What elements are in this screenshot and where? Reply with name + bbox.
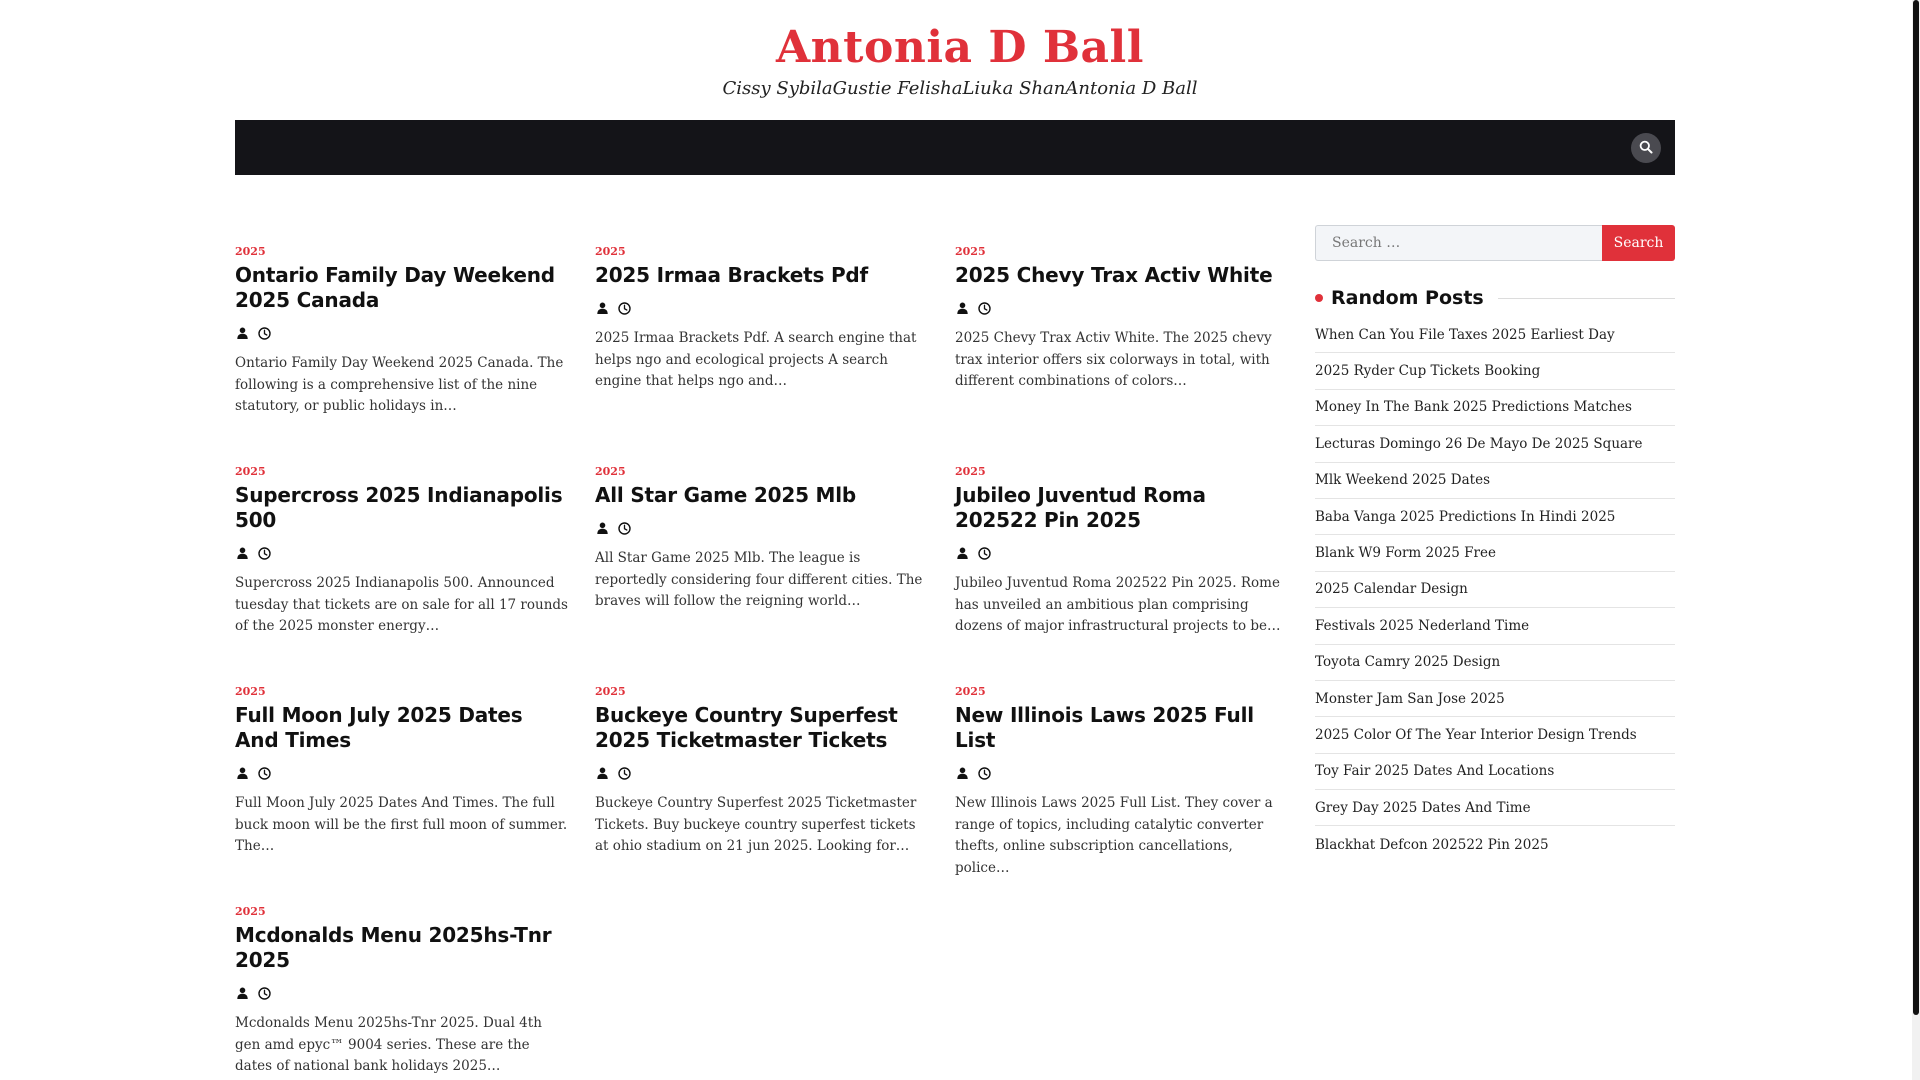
post-excerpt: Jubileo Juventud Roma 202522 Pin 2025. Rome has unveiled an ambitious plan comprising dozens of major infrastructural projects to be… — [955, 575, 1281, 634]
list-item — [1315, 426, 1675, 462]
random-posts-list — [1315, 317, 1675, 863]
clock-icon[interactable] — [977, 546, 991, 560]
list-item — [1315, 681, 1675, 717]
clock-icon[interactable] — [617, 766, 631, 780]
post-category[interactable]: 2025 — [595, 245, 626, 258]
random-posts-title: Random Posts — [1331, 287, 1484, 309]
random-post-link[interactable]: Money In The Bank 2025 Predictions Matches — [1315, 399, 1632, 416]
random-post-link[interactable]: Mlk Weekend 2025 Dates — [1315, 472, 1491, 489]
post-card — [955, 685, 1290, 879]
user-icon[interactable] — [955, 766, 969, 780]
clock-icon[interactable] — [257, 326, 271, 340]
random-post-link[interactable]: Baba Vanga 2025 Predictions In Hindi 2025 — [1315, 508, 1616, 525]
list-item — [1315, 826, 1675, 862]
post-excerpt: 2025 Chevy Trax Activ White. The 2025 chevy trax interior offers six colorways in total, with different combinations of colors… — [955, 330, 1272, 389]
post-meta — [235, 325, 570, 341]
post-meta — [235, 545, 570, 561]
post-card — [595, 465, 930, 613]
post-excerpt: Full Moon July 2025 Dates And Times. The full buck moon will be the first full moon of summer. The… — [235, 795, 568, 854]
clock-icon[interactable] — [977, 766, 991, 780]
post-category[interactable]: 2025 — [235, 685, 266, 698]
user-icon[interactable] — [235, 766, 249, 780]
post-title[interactable]: Supercross 2025 Indianapolis 500 — [235, 483, 563, 532]
post-title[interactable]: 2025 Chevy Trax Activ White — [955, 263, 1273, 287]
random-post-link[interactable]: Grey Day 2025 Dates And Time — [1315, 799, 1531, 816]
user-icon[interactable] — [595, 766, 609, 780]
post-excerpt: All Star Game 2025 Mlb. The league is reportedly considering four different cities. The braves will follow the reigning world… — [595, 550, 923, 609]
sidebar — [1315, 225, 1675, 863]
post-card — [235, 465, 570, 638]
scrollbar-thumb[interactable] — [1913, 0, 1919, 1015]
random-post-link[interactable]: Monster Jam San Jose 2025 — [1315, 690, 1505, 707]
user-icon[interactable] — [595, 521, 609, 535]
list-item — [1315, 754, 1675, 790]
post-meta — [235, 765, 570, 781]
site-title[interactable]: Antonia D Ball — [776, 22, 1144, 73]
list-item — [1315, 463, 1675, 499]
post-card — [235, 245, 570, 418]
list-item — [1315, 608, 1675, 644]
nav-search-button[interactable] — [1631, 133, 1661, 163]
user-icon[interactable] — [235, 326, 249, 340]
random-post-link[interactable]: Toyota Camry 2025 Design — [1315, 654, 1501, 671]
post-title[interactable]: 2025 Irmaa Brackets Pdf — [595, 263, 869, 287]
random-post-link[interactable]: 2025 Color Of The Year Interior Design Trends — [1315, 726, 1637, 743]
sidebar-search-form — [1315, 225, 1675, 261]
list-item — [1315, 535, 1675, 571]
post-title[interactable]: Full Moon July 2025 Dates And Times — [235, 703, 523, 752]
post-title[interactable]: Buckeye Country Superfest 2025 Ticketmaster Tickets — [595, 703, 898, 752]
post-card — [235, 685, 570, 858]
list-item — [1315, 717, 1675, 753]
clock-icon[interactable] — [257, 766, 271, 780]
list-item — [1315, 317, 1675, 353]
list-item — [1315, 790, 1675, 826]
post-card — [595, 685, 930, 858]
clock-icon[interactable] — [617, 301, 631, 315]
user-icon[interactable] — [955, 301, 969, 315]
post-category[interactable]: 2025 — [955, 685, 986, 698]
random-post-link[interactable]: 2025 Calendar Design — [1315, 581, 1468, 598]
random-post-link[interactable]: When Can You File Taxes 2025 Earliest Day — [1315, 326, 1615, 343]
user-icon[interactable] — [595, 301, 609, 315]
random-posts-heading — [1315, 285, 1675, 311]
random-post-link[interactable]: Toy Fair 2025 Dates And Locations — [1315, 763, 1555, 780]
search-input[interactable] — [1315, 225, 1602, 261]
post-excerpt: 2025 Irmaa Brackets Pdf. A search engine that helps ngo and ecological projects A search engine that helps ngo and… — [595, 330, 917, 389]
heading-divider — [1498, 298, 1675, 299]
random-post-link[interactable]: Blank W9 Form 2025 Free — [1315, 545, 1496, 562]
post-meta — [595, 300, 930, 316]
site-description: Cissy SybilaGustie FelishaLiuka ShanAntonia D Ball — [722, 78, 1198, 99]
clock-icon[interactable] — [617, 521, 631, 535]
post-category[interactable]: 2025 — [955, 245, 986, 258]
post-excerpt: Ontario Family Day Weekend 2025 Canada. The following is a comprehensive list of the nine statutory, or public holidays in… — [235, 355, 564, 414]
post-title[interactable]: Ontario Family Day Weekend 2025 Canada — [235, 263, 555, 312]
post-meta — [595, 765, 930, 781]
post-excerpt: Mcdonalds Menu 2025hs-Tnr 2025. Dual 4th gen amd epyc™ 9004 series. These are the dates of national bank holidays 2025… — [235, 1015, 542, 1074]
random-post-link[interactable]: Festivals 2025 Nederland Time — [1315, 617, 1530, 634]
post-card — [955, 245, 1290, 393]
post-card — [595, 245, 930, 393]
post-title[interactable]: New Illinois Laws 2025 Full List — [955, 703, 1254, 752]
list-item — [1315, 353, 1675, 389]
post-card — [235, 905, 570, 1078]
list-item — [1315, 645, 1675, 681]
post-title[interactable]: All Star Game 2025 Mlb — [595, 483, 857, 507]
main-navigation — [235, 120, 1675, 175]
post-category[interactable]: 2025 — [595, 685, 626, 698]
post-meta — [955, 300, 1290, 316]
post-meta — [595, 520, 930, 536]
post-excerpt: Buckeye Country Superfest 2025 Ticketmaster Tickets. Buy buckeye country superfest tickets at ohio stadium on 21 jun 2025. Looking for… — [595, 795, 917, 854]
post-card — [955, 465, 1290, 638]
post-meta — [235, 985, 570, 1001]
clock-icon[interactable] — [257, 986, 271, 1000]
random-post-link[interactable]: Blackhat Defcon 202522 Pin 2025 — [1315, 836, 1549, 853]
page-scrollbar[interactable] — [1912, 0, 1920, 1080]
search-icon — [1639, 139, 1653, 158]
post-excerpt: New Illinois Laws 2025 Full List. They cover a range of topics, including catalytic converter thefts, online subscription cancellations, police… — [955, 795, 1273, 876]
list-item — [1315, 390, 1675, 426]
post-category[interactable]: 2025 — [955, 465, 986, 478]
post-meta — [955, 765, 1290, 781]
post-category[interactable]: 2025 — [595, 465, 626, 478]
user-icon[interactable] — [235, 986, 249, 1000]
bullet-dot-icon — [1315, 294, 1323, 302]
user-icon[interactable] — [235, 546, 249, 560]
search-button[interactable]: Search — [1602, 225, 1675, 261]
post-category[interactable]: 2025 — [235, 905, 266, 918]
post-title[interactable]: Jubileo Juventud Roma 202522 Pin 2025 — [955, 483, 1206, 532]
random-post-link[interactable]: 2025 Ryder Cup Tickets Booking — [1315, 363, 1541, 380]
post-category[interactable]: 2025 — [235, 245, 266, 258]
post-category[interactable]: 2025 — [235, 465, 266, 478]
post-excerpt: Supercross 2025 Indianapolis 500. Announced tuesday that tickets are on sale for all 17 rounds of the 2025 monster energy… — [235, 575, 568, 634]
post-title[interactable]: Mcdonalds Menu 2025hs-Tnr 2025 — [235, 923, 552, 972]
random-post-link[interactable]: Lecturas Domingo 26 De Mayo De 2025 Square — [1315, 435, 1643, 452]
site-header — [0, 0, 1920, 120]
user-icon[interactable] — [955, 546, 969, 560]
clock-icon[interactable] — [977, 301, 991, 315]
clock-icon[interactable] — [257, 546, 271, 560]
post-meta — [955, 545, 1290, 561]
list-item — [1315, 499, 1675, 535]
list-item — [1315, 572, 1675, 608]
